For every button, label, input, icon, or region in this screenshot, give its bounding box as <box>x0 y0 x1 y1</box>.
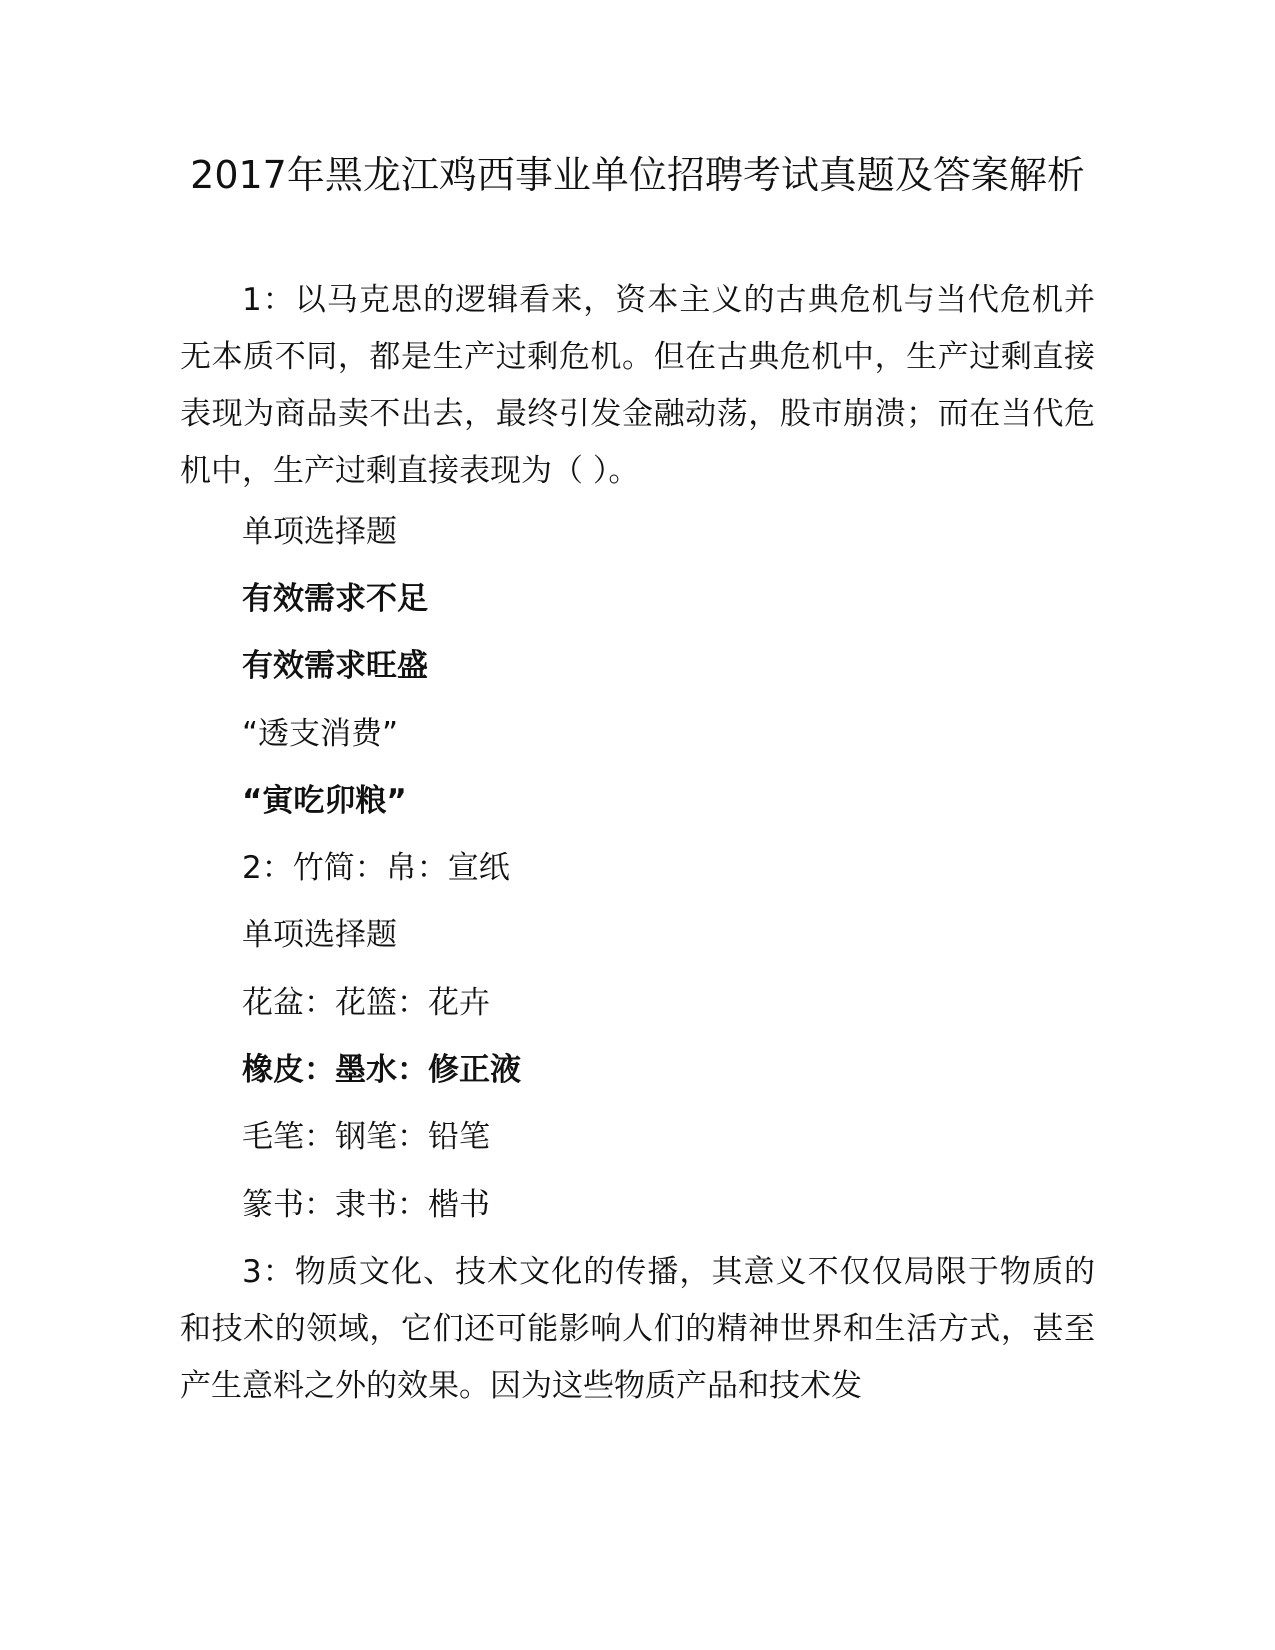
question-2-type: 单项选择题 <box>242 917 397 953</box>
question-2-option-c: 毛笔：钢笔：铅笔 <box>242 1119 490 1155</box>
question-3-text: 3：物质文化、技术文化的传播，其意义不仅仅局限于物质的和技术的领域，它们还可能影响人们的精神世界和生活方式，甚至产生意料之外的效果。因为这些物质产品和技术发 <box>180 1254 1095 1404</box>
question-2-text: 2：竹简：帛：宣纸 <box>242 850 510 886</box>
question-2-option-a: 花盆：花篮：花卉 <box>242 985 490 1021</box>
question-2-option-d: 篆书：隶书：楷书 <box>242 1187 490 1223</box>
question-1-text: 1：以马克思的逻辑看来，资本主义的古典危机与当代危机并无本质不同，都是生产过剩危机。但在古典危机中，生产过剩直接表现为商品卖不出去，最终引发金融动荡，股市崩溃；而在当代危机中，生产过剩直接表现为（ ）。 <box>180 282 1095 489</box>
question-1-option-d: “寅吃卯粮” <box>242 783 407 819</box>
question-1-option-a: 有效需求不足 <box>242 581 428 617</box>
question-1-option-b: 有效需求旺盛 <box>242 648 428 684</box>
question-2-option-b: 橡皮：墨水：修正液 <box>242 1052 521 1088</box>
question-1-option-c: “透支消费” <box>242 716 399 752</box>
question-1-type: 单项选择题 <box>242 514 397 550</box>
document-title: 2017年黑龙江鸡西事业单位招聘考试真题及答案解析 <box>190 153 1085 197</box>
